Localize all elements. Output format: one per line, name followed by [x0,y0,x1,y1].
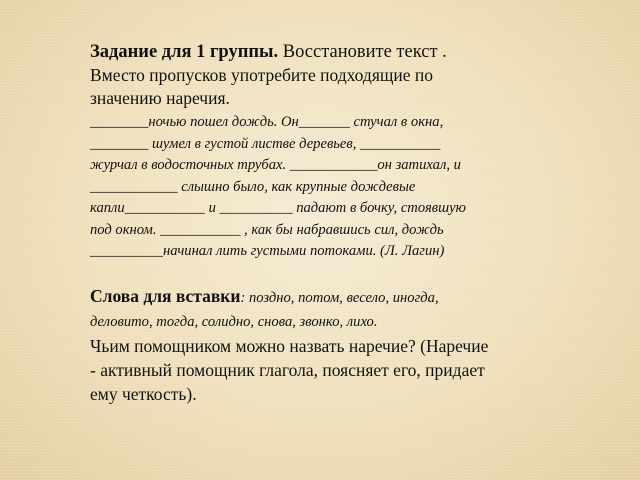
words-to-insert [90,284,600,334]
spacer [90,263,600,284]
question-line: - активный помощник глагола, поясняет его, придает [90,359,485,380]
gap-fill-line: капли___________ и __________ падают в бочку, стоявшую [90,200,466,216]
slide-content [90,40,600,406]
instructions-line: Вместо пропусков употребите подходящие по [90,65,433,85]
gap-fill-line: журчал в водосточных трубах. ____________он затихал, и [90,157,461,173]
question-text [90,334,600,406]
gap-fill-line: ________ночью пошел дождь. Он_______ стучал в окна, [90,114,444,130]
words-label: Слова для вставки [90,285,241,306]
task-instructions [90,64,600,110]
words-list-line: поздно, потом, весело, иногда, [248,289,439,306]
gap-fill-text [90,112,600,263]
instructions-line: значению наречия. [90,88,230,108]
words-list-line: деловито, тогда, солидно, снова, звонко, лихо. [90,313,378,330]
words-colon: : [240,289,249,306]
gap-fill-line: под окном. ___________ , как бы набравшись сил, дождь [90,221,444,238]
question-line: Чьим помощником можно назвать наречие? (Наречие [90,335,489,356]
gap-fill-line: __________начинал лить густыми потоками. (Л. Лагин) [90,243,445,259]
task-title-rest: Восстановите текст . [278,42,447,62]
task-title-bold: Задание для 1 группы. [90,42,279,62]
gap-fill-line: ________ шумел в густой листве деревьев, ___________ [90,135,441,152]
gap-fill-line: ____________ слышно было, как крупные дождевые [90,178,416,195]
task-title [90,40,600,64]
question-line: ему четкость). [90,383,197,404]
